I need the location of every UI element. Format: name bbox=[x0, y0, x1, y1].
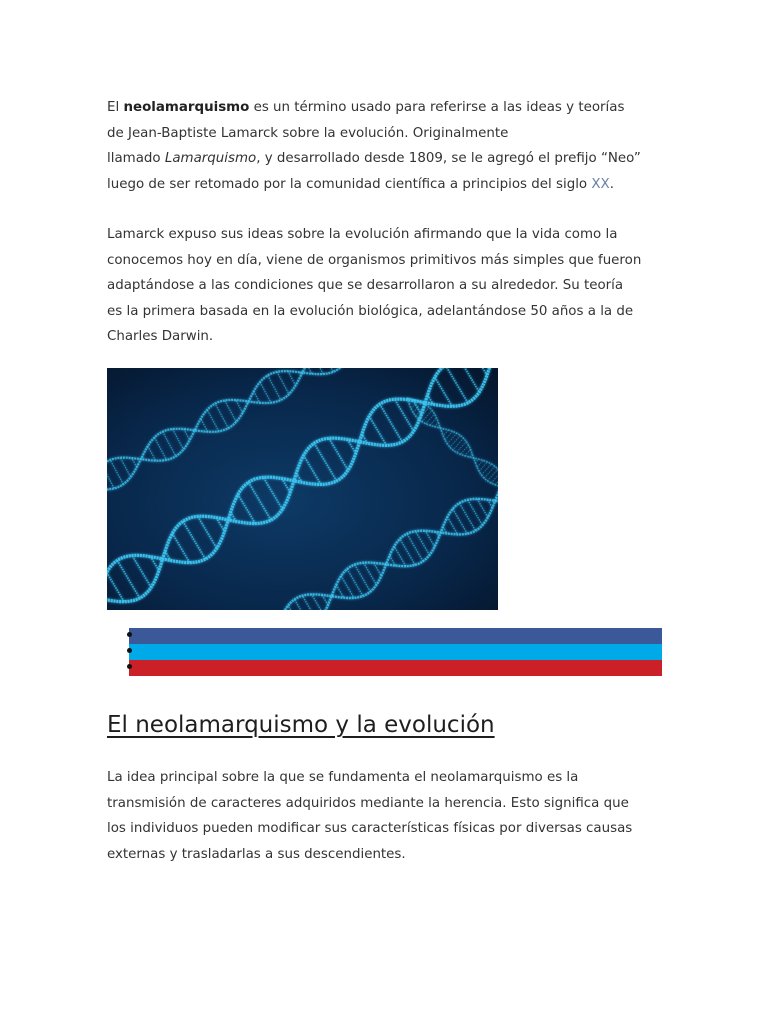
section-heading[interactable]: El neolamarquismo y la evolución bbox=[107, 712, 495, 738]
paragraph-line: adaptándose a las condiciones que se desarrollaron a su alrededor. Su teoría bbox=[107, 278, 624, 293]
intro-text: es un término usado para referirse a las ideas y teorías bbox=[249, 100, 625, 115]
paragraph-line: Lamarck expuso sus ideas sobre la evolución afirmando que la vida como la bbox=[107, 227, 618, 242]
term-italic: Lamarquismo bbox=[164, 151, 257, 166]
paragraph-line: es la primera basada en la evolución biológica, adelantándose 50 años a la de bbox=[107, 303, 634, 319]
term-bold: neolamarquismo bbox=[123, 100, 250, 115]
lamarck-paragraph bbox=[107, 222, 667, 350]
dna-image bbox=[107, 368, 498, 610]
section-body bbox=[107, 765, 667, 867]
share-pinterest-bar[interactable] bbox=[129, 660, 662, 676]
bullet-icon bbox=[127, 632, 132, 637]
intro-text: , y desarrollado desde 1809, se le agregó el prefijo “Neo” bbox=[256, 151, 641, 166]
intro-section bbox=[107, 95, 667, 350]
share-facebook-bar[interactable] bbox=[129, 628, 662, 644]
paragraph-line: transmisión de caracteres adquiridos mediante la herencia. Esto significa que bbox=[107, 795, 629, 811]
intro-text: de Jean-Baptiste Lamarck sobre la evolución. Originalmente bbox=[107, 125, 509, 141]
paragraph-line: conocemos hoy en día, viene de organismos primitivos más simples que fueron bbox=[107, 252, 642, 268]
paragraph-line: los individuos pueden modificar sus características físicas por diversas causas bbox=[107, 821, 633, 836]
intro-text: El bbox=[107, 100, 124, 115]
intro-text: luego de ser retomado por la comunidad científica a principios del siglo bbox=[107, 176, 592, 192]
section-paragraph bbox=[107, 765, 667, 867]
intro-text: . bbox=[609, 176, 614, 192]
paragraph-line: Charles Darwin. bbox=[107, 329, 214, 344]
share-bar-group bbox=[129, 628, 662, 676]
share-twitter-bar[interactable] bbox=[129, 644, 662, 660]
paragraph-line: externas y trasladarlas a sus descendientes. bbox=[107, 846, 406, 862]
century-link[interactable]: XX bbox=[591, 176, 610, 192]
intro-text: llamado bbox=[107, 151, 165, 166]
paragraph-line: La idea principal sobre la que se fundamenta el neolamarquismo es la bbox=[107, 770, 579, 785]
bullet-icon bbox=[127, 664, 132, 669]
intro-paragraph bbox=[107, 95, 667, 197]
bullet-icon bbox=[127, 648, 132, 653]
